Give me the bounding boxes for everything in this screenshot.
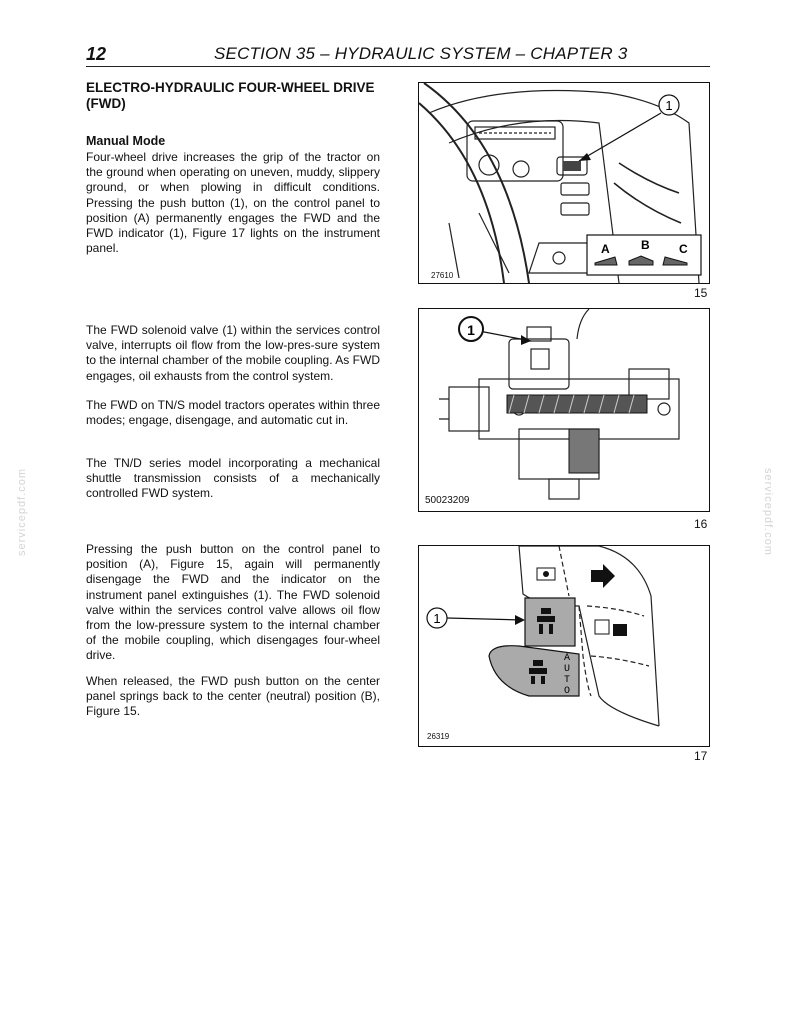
watermark-left: servicepdf.com [16,468,28,556]
paragraph-3: The FWD on TN/S model tractors operates within three modes; engage, disengage, and automatic cut in. [86,398,380,428]
figure-17-control-panel [418,545,710,747]
figure-16-solenoid-valve [418,308,710,512]
fwd-indicator-icon [563,161,581,171]
control-valve-cutaway-illustration [419,309,709,511]
tractor-icon [595,620,627,636]
auto-letter-a: A [563,653,571,664]
page-number: 12 [86,44,107,64]
page-title: ELECTRO-HYDRAULIC FOUR-WHEEL DRIVE (FWD) [86,80,375,111]
position-c-label: C [679,242,688,256]
callout-number: 1 [467,322,475,338]
piston-icon [569,429,599,473]
figure-15-instrument-panel [418,82,710,284]
callout-number: 1 [665,98,673,113]
auto-letter-t: T [563,675,571,686]
position-b-label: B [641,238,650,252]
figure-number-17: 17 [694,749,708,763]
instrument-panel-illustration [419,83,709,283]
figure-code: 50023209 [425,495,470,506]
figure-number-15: 15 [694,286,708,300]
position-a-label: A [601,242,610,256]
figure-code: 26319 [427,732,450,741]
paragraph-1: Four-wheel drive increases the grip of the tractor on the ground when operating on uneven, muddy, slippery ground, or when plowing in difficult conditions. Pressing the push button (1), on the control panel to position (A) permanently engages the FWD and the FWD indicator (1), Figure 17 lights on the instrument panel. [86,150,380,256]
figure-code: 27610 [431,271,454,280]
auto-letter-o: O [563,686,571,697]
page-header [86,44,710,67]
fwd-control-panel-illustration [419,546,709,746]
watermark-right: servicepdf.com [762,468,774,556]
paragraph-5: Pressing the push button on the control panel to position (A), Figure 15, again will permanently disengage the FWD and the indicator on the instrument panel extinguishes (1). The FWD solenoid valve within the services control valve allows oil flow from the low-pressure system to the internal chamber of the mobile coupling, which disengages four-wheel drive. [86,542,380,663]
arrow-right-icon [591,564,615,588]
callout-number: 1 [433,611,441,626]
lock-icon [537,568,555,580]
paragraph-6: When released, the FWD push button on the center panel springs back to the center (neutral) position (B), Figure 15. [86,674,380,719]
subheading-manual-mode: Manual Mode [86,134,166,148]
auto-letter-u: U [563,664,571,675]
paragraph-2: The FWD solenoid valve (1) within the services control valve, interrupts oil flow from the low-pres-sure system to the internal chamber of the mobile coupling. As FWD engages, oil exhausts from the control system. [86,323,380,383]
figure-number-16: 16 [694,517,708,531]
paragraph-4: The TN/D series model incorporating a mechanical shuttle transmission consists of a mechanically controlled FWD system. [86,456,380,501]
section-title: SECTION 35 – HYDRAULIC SYSTEM – CHAPTER 3 [214,44,628,63]
